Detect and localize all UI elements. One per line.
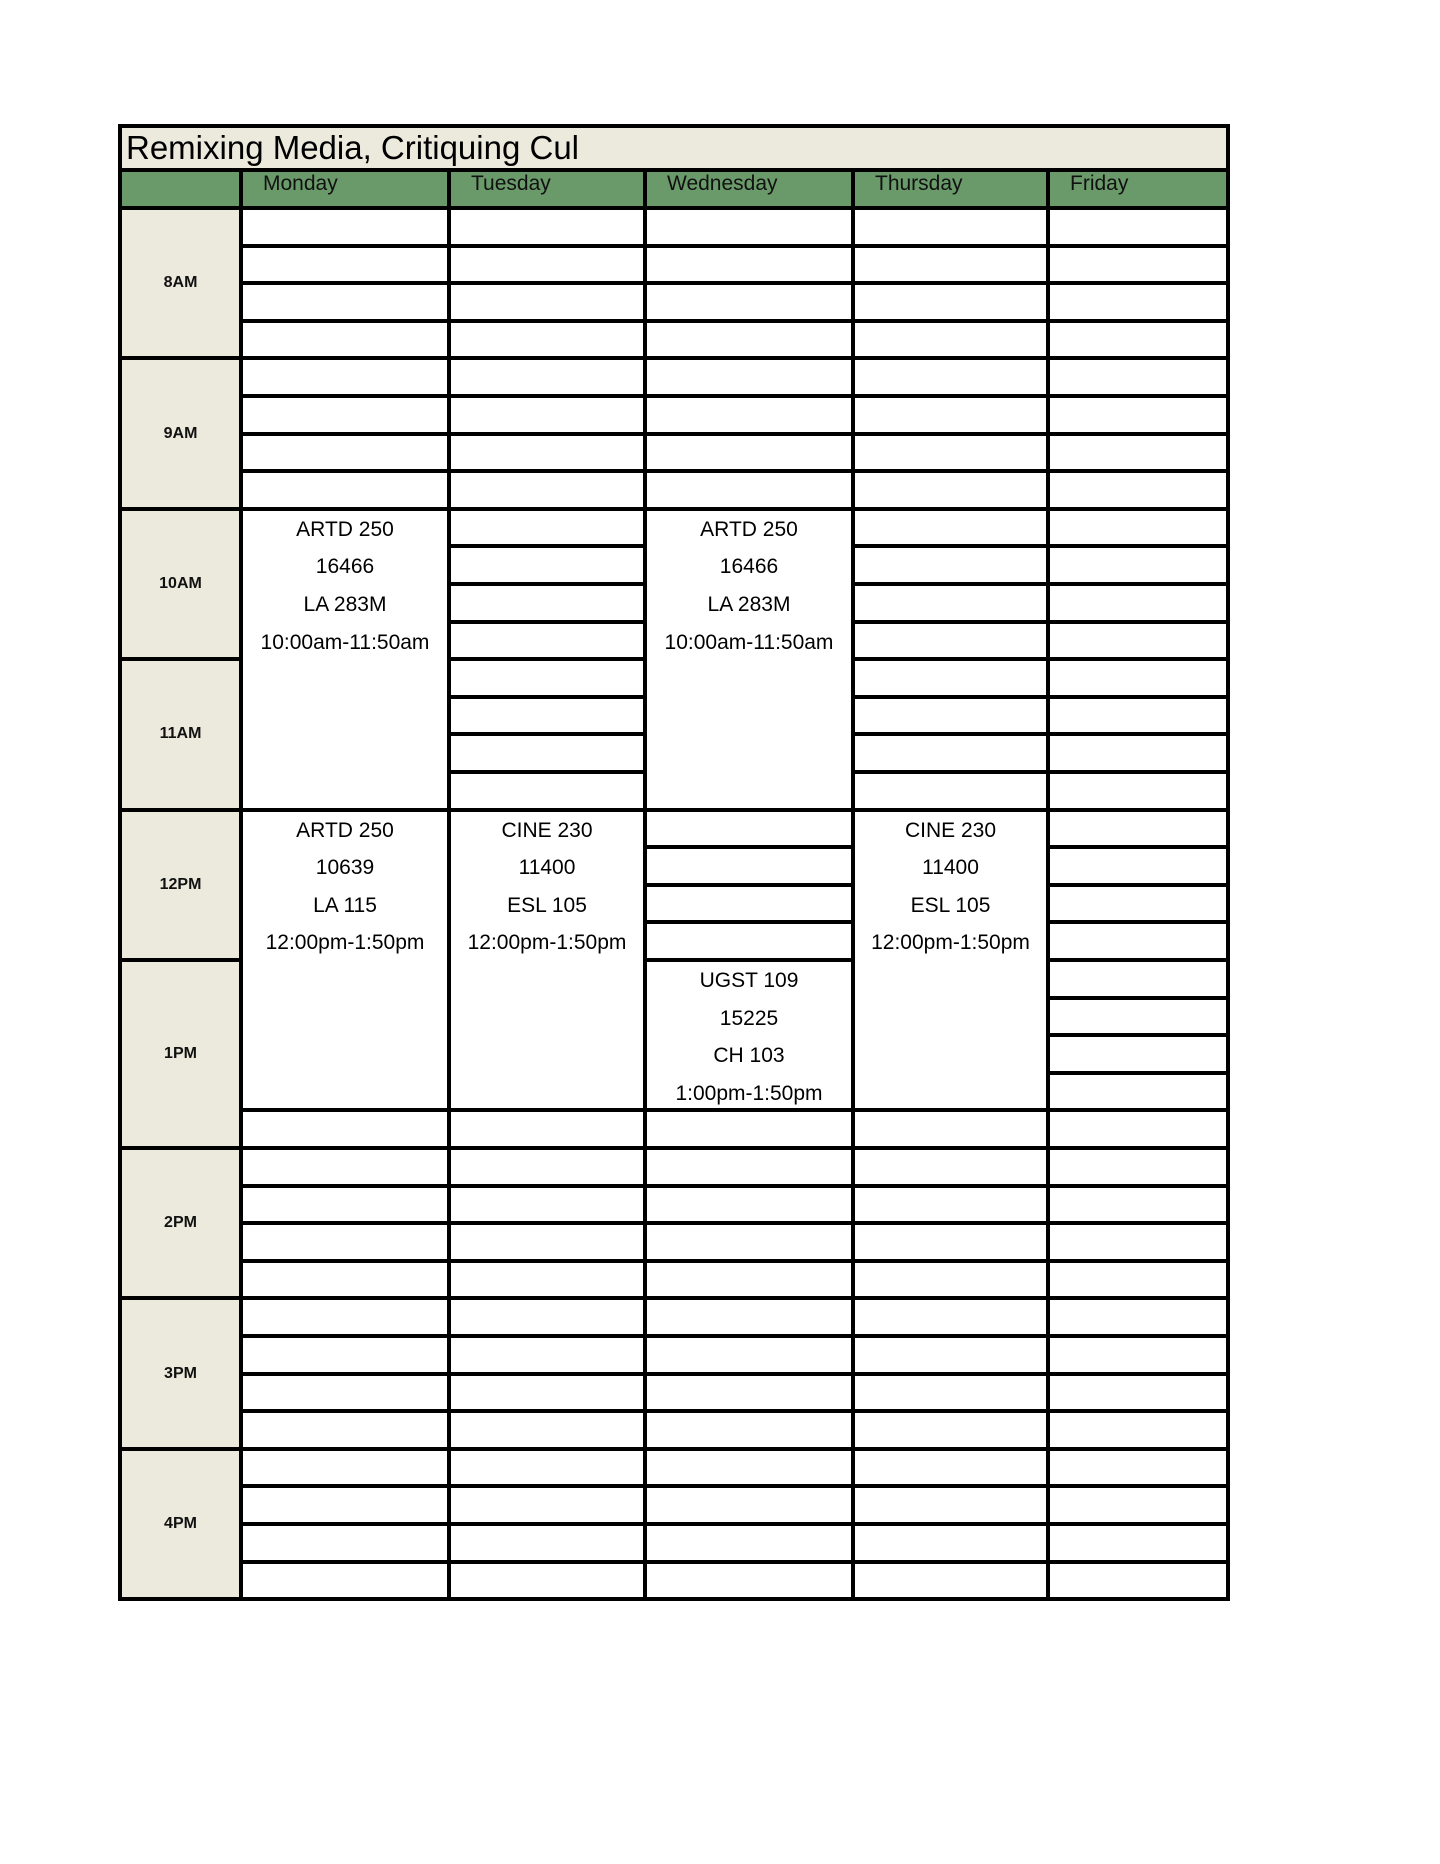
grid-row-line bbox=[241, 1522, 1230, 1526]
grid-row-line bbox=[241, 1447, 1230, 1451]
grid-row-line bbox=[241, 1484, 1230, 1488]
grid-column-line bbox=[118, 126, 122, 1601]
hour-label-3pm: 3PM bbox=[164, 1364, 197, 1382]
course-text-line: LA 283M bbox=[707, 592, 791, 616]
course-text-line: ARTD 250 bbox=[700, 517, 798, 541]
day-header-wednesday: Wednesday bbox=[667, 172, 778, 195]
course-text-line: 11400 bbox=[922, 856, 979, 880]
hour-separator-line bbox=[120, 657, 241, 661]
schedule-title-band bbox=[120, 126, 1230, 169]
day-header-friday: Friday bbox=[1070, 172, 1129, 195]
hour-separator-line bbox=[120, 507, 241, 511]
grid-row-line bbox=[241, 356, 1230, 360]
hour-separator-line bbox=[120, 958, 241, 962]
hour-label-9am: 9AM bbox=[163, 424, 198, 442]
course-block bbox=[243, 511, 447, 808]
course-text-line: LA 115 bbox=[313, 893, 377, 917]
hour-separator-line bbox=[120, 1447, 241, 1451]
course-text-line: ARTD 250 bbox=[296, 818, 394, 842]
hour-label-8am: 8AM bbox=[163, 274, 198, 292]
grid-column-line bbox=[1226, 126, 1230, 1601]
course-text-line: ARTD 250 bbox=[296, 517, 394, 541]
course-text-line: 10:00am-11:50am bbox=[260, 630, 430, 654]
course-text-line: CH 103 bbox=[713, 1044, 785, 1068]
day-header-tuesday: Tuesday bbox=[471, 172, 551, 195]
course-block bbox=[647, 511, 851, 808]
hour-label-4pm: 4PM bbox=[164, 1514, 197, 1532]
course-block bbox=[243, 812, 447, 1109]
grid-row-line bbox=[241, 1409, 1230, 1413]
course-text-line: LA 283M bbox=[303, 592, 387, 616]
course-text-line: 1:00pm-1:50pm bbox=[675, 1081, 823, 1105]
day-header-thursday: Thursday bbox=[875, 172, 963, 195]
grid-row-line bbox=[241, 1184, 1230, 1188]
grid-row-line bbox=[241, 1146, 1230, 1150]
grid-row-line bbox=[241, 1334, 1230, 1338]
course-text-line: 10639 bbox=[315, 856, 375, 880]
grid-column-line bbox=[643, 170, 647, 1601]
course-text-line: ESL 105 bbox=[910, 893, 991, 917]
course-text-line: 10:00am-11:50am bbox=[664, 630, 834, 654]
grid-row-line bbox=[241, 1296, 1230, 1300]
grid-row-line bbox=[241, 1221, 1230, 1225]
grid-row-line bbox=[241, 319, 1230, 323]
course-text-line: UGST 109 bbox=[699, 969, 799, 992]
course-text-line: 12:00pm-1:50pm bbox=[265, 931, 425, 955]
course-text-line: ESL 105 bbox=[507, 893, 587, 917]
grid-border-line bbox=[118, 206, 1230, 210]
grid-row-line bbox=[241, 1259, 1230, 1263]
hour-separator-line bbox=[120, 1146, 241, 1150]
grid-border-line bbox=[118, 124, 1230, 128]
course-block bbox=[855, 812, 1046, 1109]
hour-separator-line bbox=[120, 356, 241, 360]
course-text-line: 16466 bbox=[315, 555, 375, 579]
course-text-line: 16466 bbox=[719, 555, 779, 579]
grid-row-line bbox=[241, 394, 1230, 398]
grid-column-line bbox=[1046, 170, 1050, 1601]
hour-label-10am: 10AM bbox=[159, 574, 202, 592]
course-text-line: CINE 230 bbox=[904, 818, 997, 842]
grid-border-line bbox=[118, 168, 1230, 172]
schedule-title: Remixing Media, Critiquing Cul bbox=[126, 130, 580, 166]
day-header-monday: Monday bbox=[263, 172, 338, 195]
course-text-line: 12:00pm-1:50pm bbox=[467, 931, 627, 955]
course-block bbox=[647, 962, 851, 1108]
course-block bbox=[451, 812, 643, 1109]
grid-row-line bbox=[241, 469, 1230, 473]
hour-label-11am: 11AM bbox=[159, 725, 202, 743]
grid-row-line bbox=[241, 281, 1230, 285]
hour-label-12pm: 12PM bbox=[159, 875, 202, 893]
grid-border-line bbox=[118, 1597, 1230, 1601]
course-text-line: 12:00pm-1:50pm bbox=[871, 931, 1030, 955]
grid-row-line bbox=[241, 432, 1230, 436]
grid-row-line bbox=[241, 244, 1230, 248]
grid-row-line bbox=[241, 1560, 1230, 1564]
course-text-line: 15225 bbox=[719, 1006, 779, 1030]
hour-separator-line bbox=[120, 1296, 241, 1300]
course-text-line: 11400 bbox=[518, 856, 576, 880]
hour-label-1pm: 1PM bbox=[164, 1045, 197, 1062]
hour-label-2pm: 2PM bbox=[164, 1214, 197, 1232]
course-text-line: CINE 230 bbox=[501, 818, 593, 842]
grid-row-line bbox=[241, 1372, 1230, 1376]
grid-row-line bbox=[241, 1108, 1230, 1112]
hour-separator-line bbox=[120, 808, 241, 812]
